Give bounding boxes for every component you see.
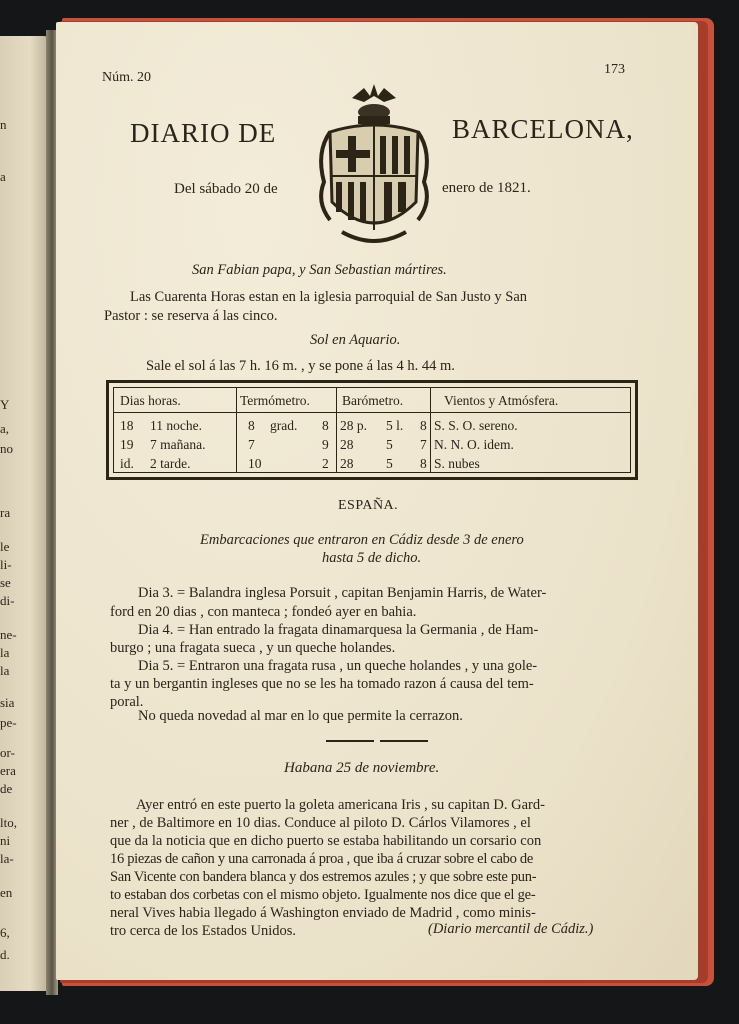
left-page-fragment: di- <box>0 593 15 608</box>
left-page-fragment: li- <box>0 557 12 572</box>
left-page-fragment: le <box>0 539 10 554</box>
left-page-fragment: ra <box>0 505 11 520</box>
section-divider-rule <box>326 740 374 742</box>
habana-body-line: to estaban dos corbetas con el mismo objeto. Igualmente nos dice que el ge- <box>110 887 536 903</box>
date-right: enero de 1821. <box>442 180 531 196</box>
left-page-fragment: la <box>0 663 10 678</box>
left-page-fragment: en <box>0 885 13 900</box>
habana-body-line: que da la noticia que en dicho puerto se estaba habilitando un corsario con <box>110 833 542 849</box>
masthead-title-left: DIARIO DE <box>130 118 277 148</box>
espana-body-line: No queda novedad al mar en lo que permite la cerrazon. <box>138 708 463 724</box>
page-number: 173 <box>604 62 625 77</box>
table-cell-bar2: 5 <box>386 437 393 452</box>
forty-hours-line-1: Las Cuarenta Horas estan en la iglesia parroquial de San Justo y San <box>130 289 528 305</box>
saints-line: San Fabian papa, y San Sebastian mártires. <box>192 262 447 278</box>
left-page-fragment: d. <box>0 947 10 962</box>
left-page-fragment: or- <box>0 745 15 760</box>
habana-body-line: tro cerca de los Estados Unidos. <box>110 923 297 939</box>
table-cell-bar: 28 p. <box>340 418 367 433</box>
habana-body-line: San Vicente con bandera blanca y dos estremos azules ; y que sobre este pun- <box>110 869 537 885</box>
table-cell-bar3: 8 <box>420 418 427 433</box>
table-cell-wind: S. S. O. sereno. <box>434 418 518 433</box>
table-header: Vientos y Atmósfera. <box>444 393 559 408</box>
habana-body-line: 16 piezas de cañon y una carronada á proa , que iba á cruzar sobre el cabo de <box>110 851 533 867</box>
date-left: Del sábado 20 de <box>174 181 278 197</box>
subheading-line-2: hasta 5 de dicho. <box>322 550 422 566</box>
table-header: Barómetro. <box>342 393 404 408</box>
table-cell-day: id. <box>120 456 134 471</box>
table-cell-bar: 28 <box>340 437 354 452</box>
left-page-fragment: la- <box>0 851 14 866</box>
left-page-fragment: se <box>0 575 11 590</box>
habana-source: (Diario mercantil de Cádiz.) <box>428 921 594 937</box>
espana-body-line: Dia 4. = Han entrado la fragata dinamarquesa la Germania , de Ham- <box>138 622 539 638</box>
table-cell-temp: 8 <box>248 418 255 433</box>
habana-body-line: Ayer entró en este puerto la goleta americana Iris , su capitan D. Gard- <box>136 797 545 813</box>
left-page-fragment: era <box>0 763 16 778</box>
table-cell-time: 11 noche. <box>150 418 202 433</box>
sun-sign: Sol en Aquario. <box>310 332 401 348</box>
section-heading-habana: Habana 25 de noviembre. <box>284 760 440 776</box>
habana-body-line: neral Vives habia llegado á Washington enviado de Madrid , como minis- <box>110 905 536 921</box>
forty-hours-line-2: Pastor : se reserva á las cinco. <box>104 308 278 324</box>
left-page-fragment: pe- <box>0 715 17 730</box>
table-cell-time: 2 tarde. <box>150 456 191 471</box>
espana-body-line: ford en 20 dias , con manteca ; fondeó ayer en bahia. <box>110 604 417 620</box>
left-page-fragment: 6, <box>0 925 10 940</box>
table-header-rule <box>114 412 630 413</box>
left-page-fragment: ne- <box>0 627 17 642</box>
masthead-title-right: BARCELONA, <box>452 114 634 144</box>
table-cell-temp-frac: 8 <box>322 418 329 433</box>
section-divider-rule <box>380 740 428 742</box>
left-page-fragment: a <box>0 169 6 184</box>
table-cell-day: 19 <box>120 437 134 452</box>
table-cell-bar3: 7 <box>420 437 427 452</box>
table-cell-wind: N. N. O. idem. <box>434 437 514 452</box>
table-cell-wind: S. nubes <box>434 456 480 471</box>
table-divider <box>236 388 237 472</box>
subheading-line-1: Embarcaciones que entraron en Cádiz desde 3 de enero <box>200 532 524 548</box>
section-heading-espana: ESPAÑA. <box>338 498 399 513</box>
left-page-edge <box>0 36 50 991</box>
espana-body-line: poral. <box>110 694 144 710</box>
table-cell-day: 18 <box>120 418 134 433</box>
table-cell-bar3: 8 <box>420 456 427 471</box>
left-page-fragment: sia <box>0 695 15 710</box>
issue-number: Núm. 20 <box>102 70 151 85</box>
left-page-fragment: lto, <box>0 815 17 830</box>
habana-body-line: ner , de Baltimore en 10 dias. Conduce al piloto D. Cárlos Vilamores , el <box>110 815 531 831</box>
table-cell-temp-frac: 9 <box>322 437 329 452</box>
table-cell-time: 7 mañana. <box>150 437 206 452</box>
coat-of-arms-emblem <box>312 82 436 250</box>
sunrise-sunset-line: Sale el sol á las 7 h. 16 m. , y se pone á las 4 h. 44 m. <box>146 358 455 374</box>
table-cell-temp-unit: grad. <box>270 418 298 433</box>
espana-body-line: ta y un bergantin ingleses que no se les ha tomado razon á causa del tem- <box>110 676 534 692</box>
left-page-fragment: a, <box>0 421 10 436</box>
espana-body-line: Dia 5. = Entraron una fragata rusa , un queche holandes , y una gole- <box>138 658 538 674</box>
left-page-fragment: no <box>0 441 13 456</box>
left-page-fragment: la <box>0 645 10 660</box>
espana-body-line: burgo ; una fragata sueca , y un queche holandes. <box>110 640 396 656</box>
table-header: Dias horas. <box>120 393 181 408</box>
table-divider <box>336 388 337 472</box>
table-cell-temp-frac: 2 <box>322 456 329 471</box>
left-page-fragment: Y <box>0 397 10 412</box>
table-cell-bar2: 5 l. <box>386 418 404 433</box>
left-page-fragment: ni <box>0 833 11 848</box>
left-page-fragment: de <box>0 781 13 796</box>
table-divider <box>430 388 431 472</box>
left-page-fragment: n <box>0 117 7 132</box>
table-header: Termómetro. <box>240 393 310 408</box>
table-cell-temp: 10 <box>248 456 262 471</box>
weather-table <box>106 380 638 480</box>
table-cell-temp: 7 <box>248 437 255 452</box>
espana-body-line: Dia 3. = Balandra inglesa Porsuit , capitan Benjamin Harris, de Water- <box>138 585 547 601</box>
table-cell-bar2: 5 <box>386 456 393 471</box>
table-cell-bar: 28 <box>340 456 354 471</box>
